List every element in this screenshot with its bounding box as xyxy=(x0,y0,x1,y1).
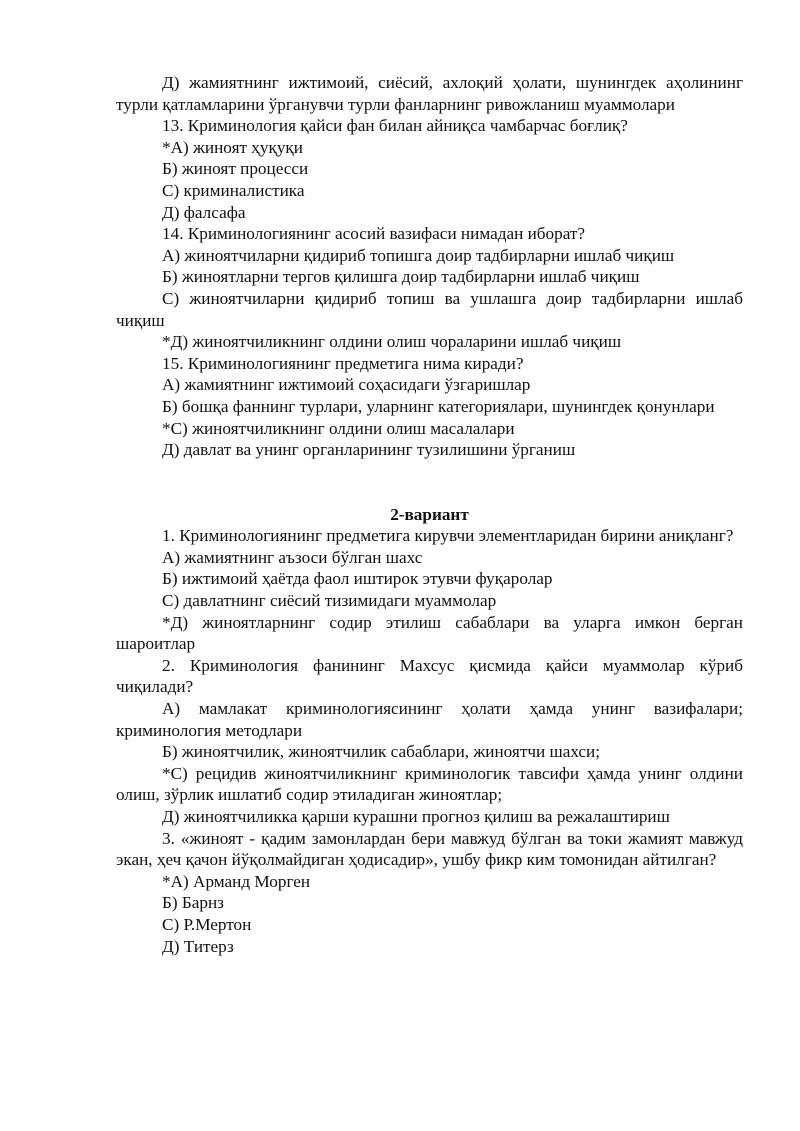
answer-option: Б) жиноятларни тергов қилишга доир тадбирларни ишлаб чиқиш xyxy=(162,267,640,287)
answer-option: С) криминалистика xyxy=(162,180,305,200)
answer-option: *А) жиноят ҳуқуқи xyxy=(162,137,303,157)
answer-option: Д) фалсафа xyxy=(162,202,246,222)
answer-option: Б) жиноят процесси xyxy=(162,159,309,179)
answer-option: *А) Арманд Морген xyxy=(162,871,311,891)
question-14: 14. Криминологиянинг асосий вазифаси нимадан иборат? xyxy=(162,224,586,244)
question-2: 2. Криминология фанининг Махсус қисмида қайси муаммолар кўриб чиқилади? xyxy=(116,655,743,697)
question-1: 1. Криминологиянинг предметига кирувчи элементларидан бирини аниқланг? xyxy=(162,526,734,546)
questions-block-2 xyxy=(116,525,743,957)
answer-option: *Д) жиноятларнинг содир этилиш сабаблари ва уларга имкон берган шароитлар xyxy=(116,612,743,654)
answer-option: С) Р.Мертон xyxy=(162,914,252,934)
answer-option: С) давлатнинг сиёсий тизимидаги муаммолар xyxy=(162,591,497,611)
answer-option: Д) давлат ва унинг органларининг тузилишини ўрганиш xyxy=(162,440,576,460)
answer-option: С) жиноятчиларни қидириб топиш ва ушлашга доир тадбирларни ишлаб чиқиш xyxy=(116,288,743,330)
section-spacer xyxy=(116,461,743,504)
answer-option: Б) бошқа фаннинг турлари, уларнинг категориялари, шунингдек қонунлари xyxy=(162,396,715,416)
answer-option: Д) жамиятнинг ижтимоий, сиёсий, ахлоқий ҳолати, шунингдек аҳолининг турли қатламларини ўрганувчи турли фанларнинг ривожланиш муаммолари xyxy=(116,73,743,114)
answer-option: А) жиноятчиларни қидириб топишга доир тадбирларни ишлаб чиқиш xyxy=(162,245,675,265)
answer-option: Д) Титерз xyxy=(162,936,234,956)
answer-option: *С) рецидив жиноятчиликнинг криминологик тавсифи ҳамда унинг олдини олиш, зўрлик ишлатиб содир этиладиган жиноятлар; xyxy=(116,763,743,805)
answer-option: А) жамиятнинг аъзоси бўлган шахс xyxy=(162,547,423,567)
answer-option: Б) жиноятчилик, жиноятчилик сабаблари, жиноятчи шахси; xyxy=(162,742,601,762)
questions-block-1 xyxy=(116,72,743,461)
question-3: 3. «жиноят - қадим замонлардан бери мавжуд бўлган ва токи жамият мавжуд экан, ҳеч қачон йўқолмайдиган ҳодисадир», ушбу фикр ким томонидан айтилган? xyxy=(116,828,743,870)
answer-option: *Д) жиноятчиликнинг олдини олиш чораларини ишлаб чиқиш xyxy=(162,332,622,352)
answer-option: Д) жиноятчиликка қарши курашни прогноз қилиш ва режалаштириш xyxy=(162,807,670,826)
answer-option: *С) жиноятчиликнинг олдини олиш масалалари xyxy=(162,418,515,438)
answer-option: Б) ижтимоий ҳаётда фаол иштирок этувчи фуқаролар xyxy=(162,569,553,589)
question-15: 15. Криминологиянинг предметига нима киради? xyxy=(162,353,524,373)
variant-heading: 2-вариант xyxy=(390,504,469,524)
answer-option: А) мамлакат криминологиясининг ҳолати ҳамда унинг вазифалари; криминология методлари xyxy=(116,699,743,740)
answer-option: А) жамиятнинг ижтимоий соҳасидаги ўзгаришлар xyxy=(162,375,531,395)
answer-option: Б) Барнз xyxy=(162,893,224,913)
question-13: 13. Криминология қайси фан билан айниқса чамбарчас боғлиқ? xyxy=(162,116,628,136)
